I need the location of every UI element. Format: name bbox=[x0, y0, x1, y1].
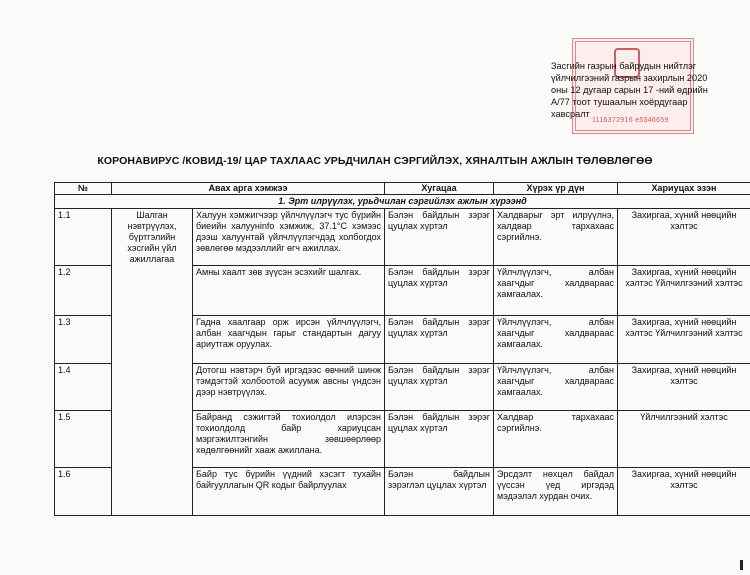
responsible-cell: Захиргаа, хүний нөөцийн хэлтэс Үйлчилгээний хэлтэс bbox=[618, 316, 750, 364]
result-cell: Халдварыг эрт илрүүлнэ, халдвар тархахаас сэргийлнэ. bbox=[494, 209, 618, 266]
row-number: 1.2 bbox=[55, 266, 112, 316]
action-cell: Байр тус бүрийн үүдний хэсэгт тухайн байгууллагын QR кодыг байрлуулах bbox=[193, 468, 385, 516]
row-number: 1.4 bbox=[55, 364, 112, 411]
responsible-cell: Захиргаа, хүний нөөцийн хэлтэс bbox=[618, 468, 750, 516]
result-cell: Эрсдэлт нөхцөл байдал үүссэн үед иргэдэд мэдээлэл хурдан очих. bbox=[494, 468, 618, 516]
header-term: Хугацаа bbox=[385, 183, 494, 195]
responsible-cell: Үйлчилгээний хэлтэс bbox=[618, 411, 750, 468]
approval-note bbox=[551, 60, 729, 120]
term-cell: Бэлэн байдлын зэрэг цуцлах хүртэл bbox=[385, 266, 494, 316]
result-cell: Халдвар тархахаас сэргийлнэ. bbox=[494, 411, 618, 468]
action-cell: Халуун хэмжигчээр үйлчлүүлэгч тус бүрийн биеийн халуунinfo хэмжиж, 37.1°С хэмээс дээш халуунтай үйлчлүүлэгчдэд холбогдох зөвлөгөө мэдээллийг өгч ажиллах. bbox=[193, 209, 385, 266]
group-label: Шалган нэвтрүүлэх, бүртгэлийн хэсгийн үйл ажиллагаа bbox=[112, 209, 193, 516]
term-cell: Бэлэн байдлын зэрэглэл цуцлах хүртэл bbox=[385, 468, 494, 516]
plan-table bbox=[54, 182, 750, 516]
approval-line: Засгийн газрын байрудын нийтлэг bbox=[551, 61, 697, 71]
responsible-cell: Захиргаа, хүний нөөцийн хэлтэс bbox=[618, 364, 750, 411]
term-cell: Бэлэн байдлын зэрэг цуцлах хүртэл bbox=[385, 316, 494, 364]
action-cell: Амны хаалт зөв зүүсэн эсэхийг шалгах. bbox=[193, 266, 385, 316]
approval-line: А/77 тоот тушаалын хоёрдугаар bbox=[551, 97, 688, 107]
document-title: КОРОНАВИРУС /КОВИД-19/ ЦАР ТАХЛААС УРЬДЧИЛАН СЭРГИЙЛЭХ, ХЯНАЛТЫН АЖЛЫН ТӨЛӨВЛӨГӨӨ bbox=[97, 155, 653, 167]
row-number: 1.3 bbox=[55, 316, 112, 364]
section-row bbox=[55, 195, 750, 209]
responsible-cell: Захиргаа, хүний нөөцийн хэлтэс Үйлчилгээний хэлтэс bbox=[618, 266, 750, 316]
row-number: 1.5 bbox=[55, 411, 112, 468]
header-responsible: Хариуцах эзэн bbox=[618, 183, 750, 195]
header-number: № bbox=[55, 183, 112, 195]
term-cell: Бэлэн байдлын зэрэг цуцлах хүртэл bbox=[385, 209, 494, 266]
approval-line: хавсралт bbox=[551, 109, 590, 119]
action-cell: Гадна хаалгаар орж ирсэн үйлчлүүлэгч, албан хаагчдын гарыг стандартын дагуу ариутгаж оруулах. bbox=[193, 316, 385, 364]
approval-line: үйлчилгээний газрын захирлын 2020 bbox=[551, 73, 708, 83]
row-number: 1.6 bbox=[55, 468, 112, 516]
action-cell: Байранд сэжигтэй тохиолдол илэрсэн тохиолдолд байр хариуцсан мэргэжилтэнгийн зөвшөөрлөөр хөдөлгөөнийг хааж ажиллана. bbox=[193, 411, 385, 468]
page-edge-mark bbox=[740, 560, 743, 570]
table-header-row bbox=[55, 183, 750, 195]
header-action: Авах арга хэмжээ bbox=[112, 183, 385, 195]
term-cell: Бэлэн байдлын зэрэг цуцлах хүртэл bbox=[385, 411, 494, 468]
action-cell: Дотогш нэвтэрч буй иргэдээс өвчний шинж тэмдэгтэй холбоотой асуумж авсны үндсэн дээр нэвтрүүлэх. bbox=[193, 364, 385, 411]
row-number: 1.1 bbox=[55, 209, 112, 266]
table-row bbox=[55, 209, 750, 266]
result-cell: Үйлчлүүлэгч, албан хаагчдыг халдвараас хамгаалах. bbox=[494, 266, 618, 316]
approval-line: оны 12 дугаар сарын 17 -ний өдрийн bbox=[551, 85, 708, 95]
stamp-number: 1116372916 e5346659 bbox=[592, 117, 669, 124]
result-cell: Үйлчлүүлэгч, албан хаагчдыг халдвараас хамгаалах. bbox=[494, 316, 618, 364]
section-title: 1. Эрт илрүүлэх, урьдчилан сэргийлэх ажлын хүрээнд bbox=[55, 195, 750, 209]
result-cell: Үйлчлүүлэгч, албан хаагчдыг халдвараас хамгаалах. bbox=[494, 364, 618, 411]
header-result: Хүрэх үр дүн bbox=[494, 183, 618, 195]
responsible-cell: Захиргаа, хүний нөөцийн хэлтэс bbox=[618, 209, 750, 266]
term-cell: Бэлэн байдлын зэрэг цуцлах хүртэл bbox=[385, 364, 494, 411]
